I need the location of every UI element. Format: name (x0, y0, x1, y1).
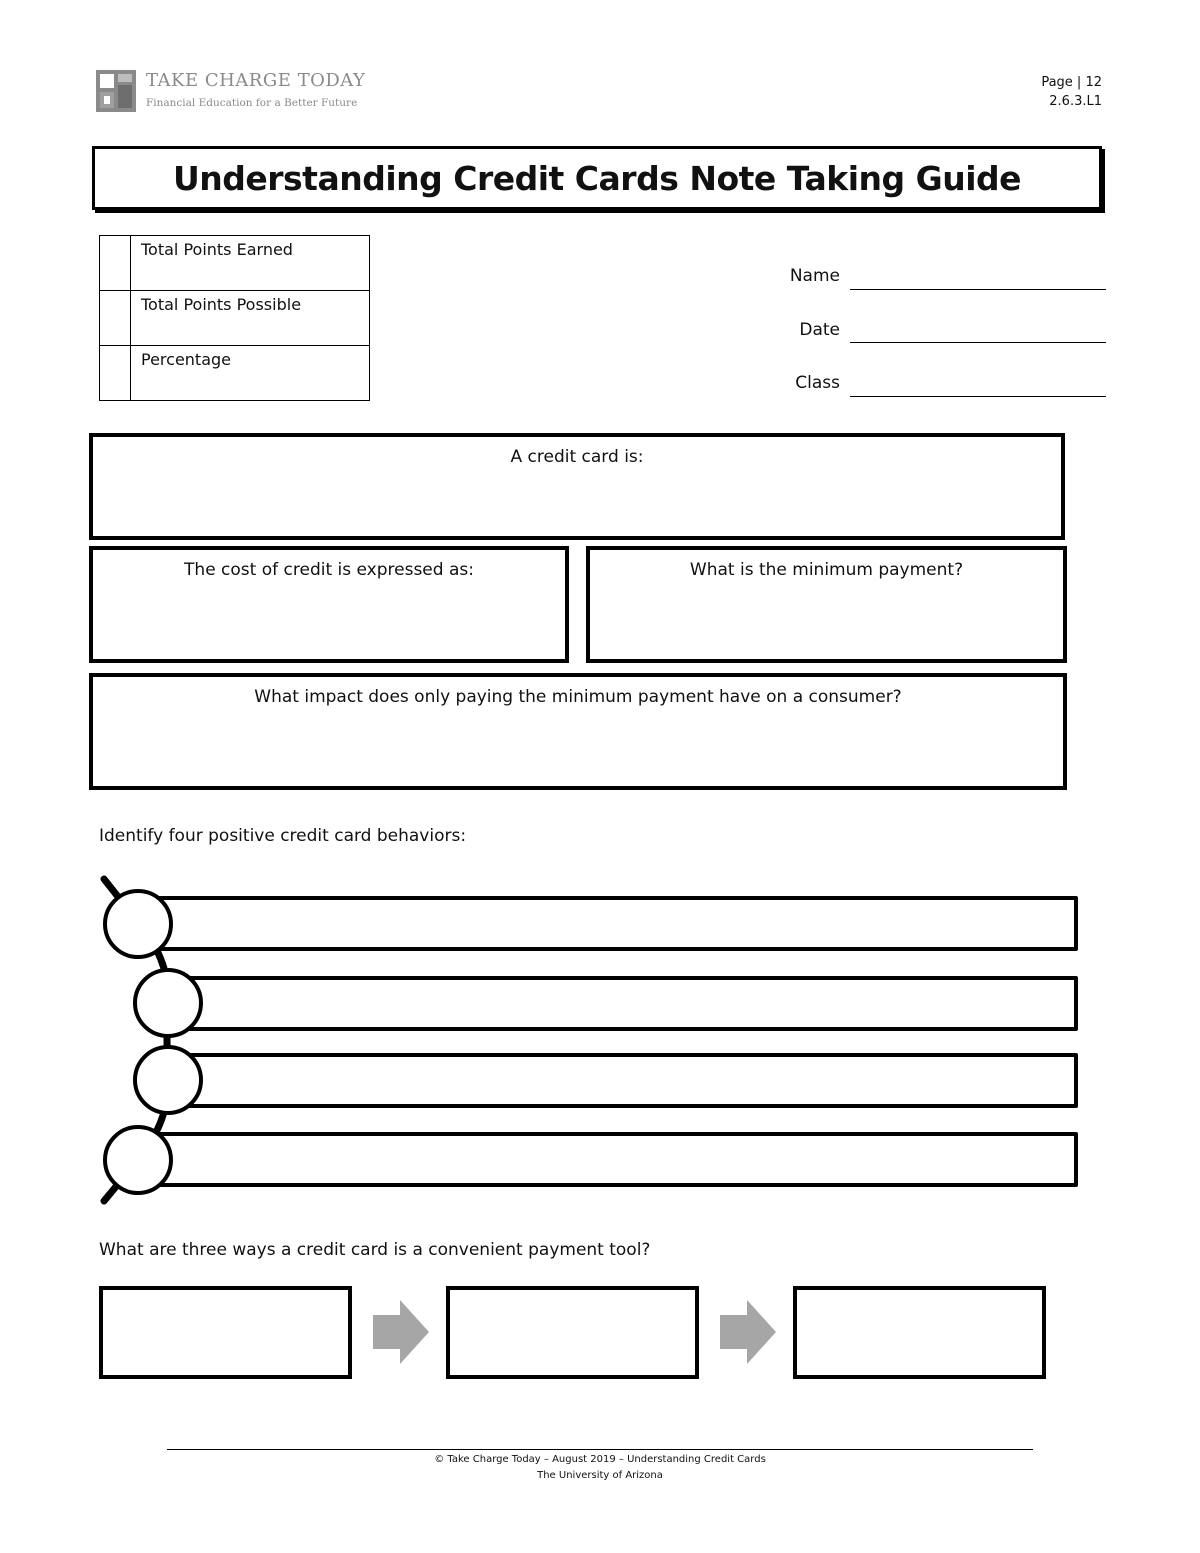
behavior-bullet-3 (133, 1045, 203, 1115)
arrow-right-icon (373, 1300, 429, 1364)
logo-tagline: Financial Education for a Better Future (146, 97, 358, 109)
percentage-input-cell[interactable] (100, 346, 131, 401)
logo-mark-icon (96, 70, 136, 112)
points-earned-label: Total Points Earned (131, 236, 370, 291)
arrow-right-icon (720, 1300, 776, 1364)
minimum-payment-impact-box[interactable] (89, 673, 1067, 790)
table-row (100, 346, 370, 401)
table-row (100, 291, 370, 346)
behavior-bullet-1 (103, 889, 173, 959)
percentage-label: Percentage (131, 346, 370, 401)
footer-copyright: © Take Charge Today – August 2019 – Understanding Credit Cards (434, 1454, 766, 1465)
behavior-answer-1[interactable] (150, 896, 1078, 951)
credit-card-definition-box[interactable] (89, 433, 1065, 540)
date-field[interactable] (850, 341, 1106, 343)
points-possible-input-cell[interactable] (100, 291, 131, 346)
cost-of-credit-question: The cost of credit is expressed as: (184, 560, 474, 580)
title-box (92, 146, 1102, 210)
points-earned-input-cell[interactable] (100, 236, 131, 291)
behavior-answer-3[interactable] (180, 1053, 1078, 1108)
credit-card-question: A credit card is: (510, 447, 644, 467)
convenience-prompt: What are three ways a credit card is a convenient payment tool? (99, 1240, 651, 1260)
convenience-answer-2[interactable] (446, 1286, 699, 1379)
name-label: Name (789, 266, 840, 286)
points-possible-label: Total Points Possible (131, 291, 370, 346)
behavior-bullet-2 (133, 968, 203, 1038)
page-label: Page | 12 (1041, 75, 1102, 90)
impact-question: What impact does only paying the minimum payment have on a consumer? (254, 687, 902, 707)
behavior-bullet-4 (103, 1125, 173, 1195)
class-field[interactable] (850, 395, 1106, 397)
convenience-answer-3[interactable] (793, 1286, 1046, 1379)
footer-divider (167, 1449, 1033, 1450)
minimum-payment-box[interactable] (586, 546, 1067, 663)
behavior-answer-4[interactable] (150, 1132, 1078, 1187)
footer-institution: The University of Arizona (537, 1470, 663, 1481)
cost-of-credit-box[interactable] (89, 546, 569, 663)
class-label: Class (795, 373, 840, 393)
doc-code: 2.6.3.L1 (1049, 94, 1102, 109)
points-table (99, 235, 370, 401)
date-label: Date (799, 320, 840, 340)
page-title: Understanding Credit Cards Note Taking Guide (172, 158, 1022, 198)
table-row (100, 236, 370, 291)
name-field[interactable] (850, 288, 1106, 290)
take-charge-today-logo (96, 70, 366, 116)
convenience-answer-1[interactable] (99, 1286, 352, 1379)
logo-name: TAKE CHARGE TODAY (146, 70, 366, 91)
behavior-answer-2[interactable] (180, 976, 1078, 1031)
behaviors-prompt: Identify four positive credit card behaviors: (99, 826, 467, 846)
minimum-payment-question: What is the minimum payment? (689, 560, 964, 580)
page-number-block (1041, 73, 1102, 111)
